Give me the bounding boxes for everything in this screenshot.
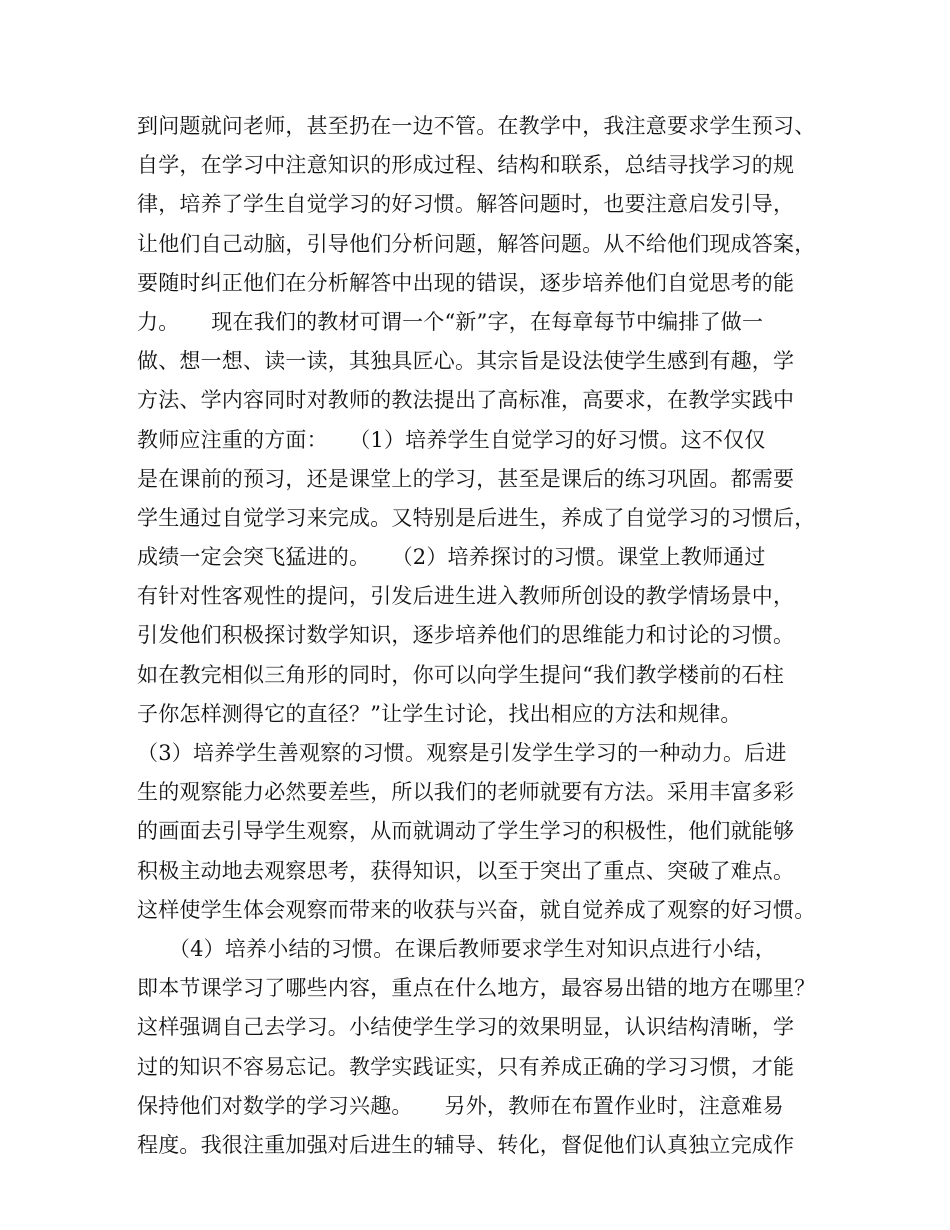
text-line: 这样强调自己去学习。小结使学生学习的效果明显，认识结构清晰，学: [137, 1015, 795, 1040]
text-line: 教师应注重的方面： （1）培养学生自觉学习的好习惯。这不仅仅: [137, 427, 766, 452]
text-line: 的画面去引导学生观察，从而就调动了学生学习的积极性，他们就能够: [137, 819, 795, 844]
text-line: 到问题就问老师，甚至扔在一边不管。在教学中，我注意要求学生预习、: [137, 114, 816, 138]
text-line: 自学，在学习中注意知识的形成过程、结构和联系，总结寻找学习的规: [137, 153, 795, 178]
text-line: 生的观察能力必然要差些，所以我们的老师就要有方法。采用丰富多彩: [137, 780, 795, 805]
text-line: 过的知识不容易忘记。教学实践证实，只有养成正确的学习习惯，才能: [137, 1054, 795, 1079]
text-line: （3）培养学生善观察的习惯。观察是引发学生学习的一种动力。后进: [137, 741, 787, 765]
text-line: 要随时纠正他们在分析解答中出现的错误，逐步培养他们自觉思考的能: [137, 270, 795, 295]
text-line: 保持他们对数学的学习兴趣。 另外，教师在布置作业时，注意难易: [137, 1093, 784, 1118]
text-line: 程度。我很注重加强对后进生的辅导、转化，督促他们认真独立完成作: [137, 1132, 795, 1157]
text-line: 做、想一想、读一读，其独具匠心。其宗旨是设法使学生感到有趣，学: [137, 349, 795, 374]
text-line: 积极主动地去观察思考，获得知识，以至于突出了重点、突破了难点。: [137, 858, 795, 883]
text-line: 子你怎样测得它的直径？”让学生讨论，找出相应的方法和规律。: [137, 701, 742, 726]
text-line: 学生通过自觉学习来完成。又特别是后进生，养成了自觉学习的习惯后，: [137, 505, 816, 530]
text-line: 成绩一定会突飞猛进的。 （2）培养探讨的习惯。课堂上教师通过: [137, 545, 766, 570]
text-line: 律，培养了学生自觉学习的好习惯。解答问题时，也要注意启发引导，: [137, 192, 795, 217]
text-line: 即本节课学习了哪些内容，重点在什么地方，最容易出错的地方在哪里？: [137, 976, 816, 1001]
body-text: [137, 107, 827, 1165]
text-line: （4）培养小结的习惯。在课后教师要求学生对知识点进行小结，: [137, 936, 777, 961]
text-line: 如在教完相似三角形的同时，你可以向学生提问“我们教学楼前的石柱: [137, 662, 784, 687]
text-line: 让他们自己动脑，引导他们分析问题，解答问题。从不给他们现成答案，: [137, 231, 816, 256]
text-line: 方法、学内容同时对教师的教法提出了高标准，高要求，在教学实践中: [137, 388, 795, 413]
text-line: 有针对性客观性的提问，引发后进生进入教师所创设的教学情场景中，: [137, 584, 795, 609]
text-line: 引发他们积极探讨数学知识，逐步培养他们的思维能力和讨论的习惯。: [137, 623, 795, 648]
text-line: 这样使学生体会观察而带来的收获与兴奋，就自觉养成了观察的好习惯。: [137, 897, 816, 922]
text-line: 力。 现在我们的教材可谓一个“新”字，在每章每节中编排了做一: [137, 309, 764, 334]
text-line: 是在课前的预习，还是课堂上的学习，甚至是课后的练习巩固。都需要: [137, 466, 795, 491]
